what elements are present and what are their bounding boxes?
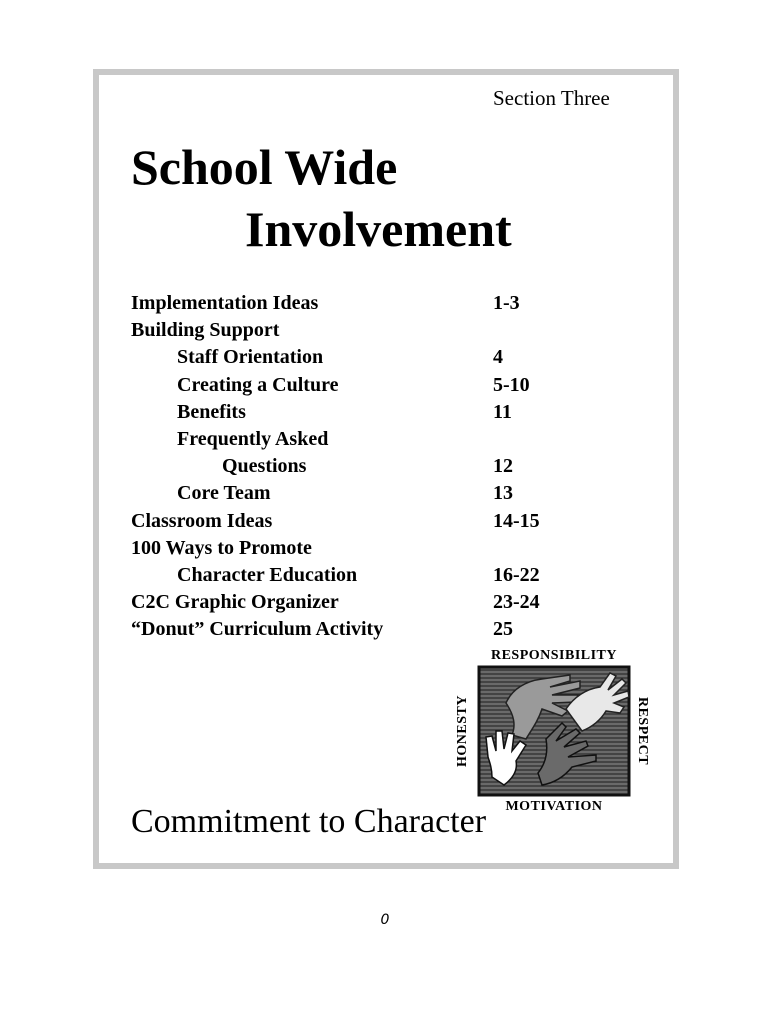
toc-entry-label: C2C Graphic Organizer — [131, 591, 339, 614]
toc-entry-label: Staff Orientation — [177, 346, 324, 369]
toc-row — [131, 535, 611, 562]
toc-row — [131, 508, 611, 535]
logo-word-right: RESPECT — [635, 696, 650, 766]
toc-entry-label: Core Team — [177, 482, 271, 505]
toc-entry-label: Frequently Asked — [177, 427, 329, 450]
toc-entry-label: Implementation Ideas — [131, 292, 319, 314]
page-number: 0 — [380, 912, 390, 928]
toc-row — [131, 562, 611, 589]
toc-entry-label: “Donut” Curriculum Activity — [131, 618, 384, 641]
toc-row — [131, 290, 611, 317]
title-line-1: School Wide — [131, 139, 398, 195]
toc-entry-pages: 11 — [493, 400, 512, 423]
toc-row — [131, 399, 611, 426]
toc-row — [131, 426, 611, 453]
toc-entry-pages: 23-24 — [493, 591, 540, 614]
toc-row — [131, 317, 611, 344]
toc-entry-label: 100 Ways to Promote — [131, 536, 312, 559]
toc-entry-pages: 16-22 — [493, 563, 540, 586]
toc-entry-pages: 1-3 — [493, 292, 520, 314]
toc-entry-label: Building Support — [131, 319, 280, 342]
toc-entry-pages: 12 — [493, 455, 513, 478]
toc-entry-label: Benefits — [177, 400, 246, 423]
toc-entry-label: Character Education — [177, 563, 358, 586]
toc-entry-pages: 25 — [493, 618, 513, 641]
toc-row — [131, 372, 611, 399]
toc-entry-pages: 14-15 — [493, 509, 540, 532]
character-hands-logo — [446, 645, 652, 815]
section-label: Section Three — [493, 86, 610, 110]
logo-word-top: RESPONSIBILITY — [490, 648, 618, 663]
toc-entry-pages: 5-10 — [493, 373, 530, 396]
toc-entry-pages: 13 — [493, 482, 513, 505]
toc-entry-label: Classroom Ideas — [131, 509, 273, 532]
toc-entry-pages: 4 — [493, 346, 503, 369]
logo-word-bottom: MOTIVATION — [505, 799, 603, 814]
table-of-contents — [131, 290, 611, 643]
title-line-2: Involvement — [245, 201, 512, 257]
toc-entry-label: Questions — [222, 455, 307, 478]
toc-row — [131, 616, 611, 643]
toc-entry-label: Creating a Culture — [177, 373, 339, 396]
footer-text: Commitment to Character — [131, 803, 487, 840]
toc-row — [131, 589, 611, 616]
toc-row — [131, 344, 611, 371]
toc-row — [131, 453, 611, 480]
logo-word-left: HONESTY — [455, 695, 470, 767]
toc-row — [131, 480, 611, 507]
